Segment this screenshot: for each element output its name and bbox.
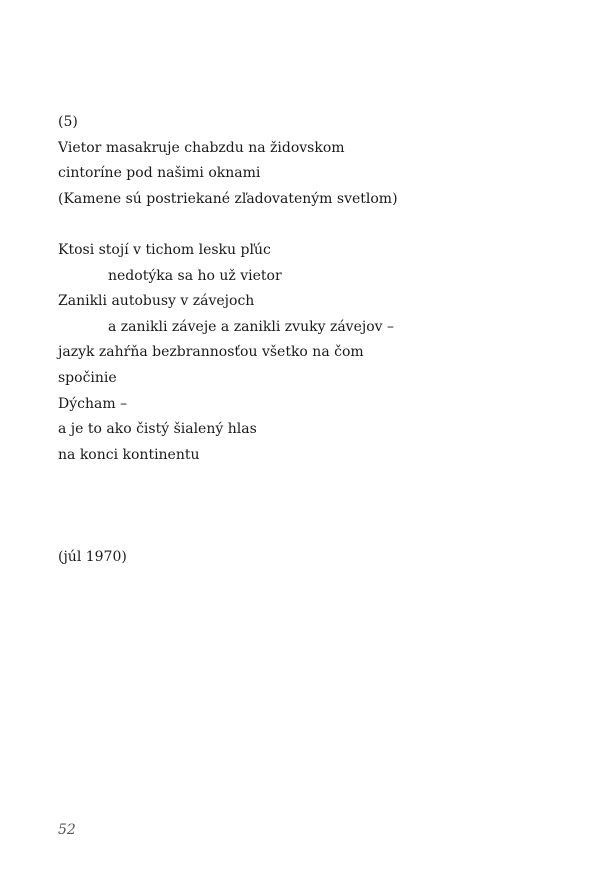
- poem-line: Dýcham –: [58, 395, 128, 412]
- stanza-break: [58, 520, 558, 546]
- stanza-break: [58, 212, 558, 238]
- page-number: 52: [58, 822, 76, 838]
- poem: [58, 110, 558, 571]
- poem-line: cintoríne pod našimi oknami: [58, 165, 261, 182]
- poem-line-indented: nedotýka sa ho už vietor: [108, 267, 282, 284]
- stanza-break: [58, 468, 558, 519]
- poem-line: Vietor masakruje chabzdu na židovskom: [58, 139, 345, 156]
- poem-date: (júl 1970): [58, 549, 127, 566]
- poem-line: a je to ako čistý šialený hlas: [58, 421, 257, 438]
- poem-line: spočinie: [58, 369, 117, 386]
- poem-line: Zanikli autobusy v závejoch: [58, 293, 255, 310]
- poem-line: jazyk zahŕňa bezbrannosťou všetko na čom: [58, 344, 364, 361]
- poem-line-indented: a zanikli záveje a zanikli zvuky závejov –: [108, 318, 394, 335]
- poem-line: (Kamene sú postriekané zľadovateným svetlom): [58, 190, 398, 207]
- poem-line: Ktosi stojí v tichom lesku pľúc: [58, 241, 271, 258]
- poem-section-number: (5): [58, 114, 78, 130]
- poem-line: na konci kontinentu: [58, 446, 200, 463]
